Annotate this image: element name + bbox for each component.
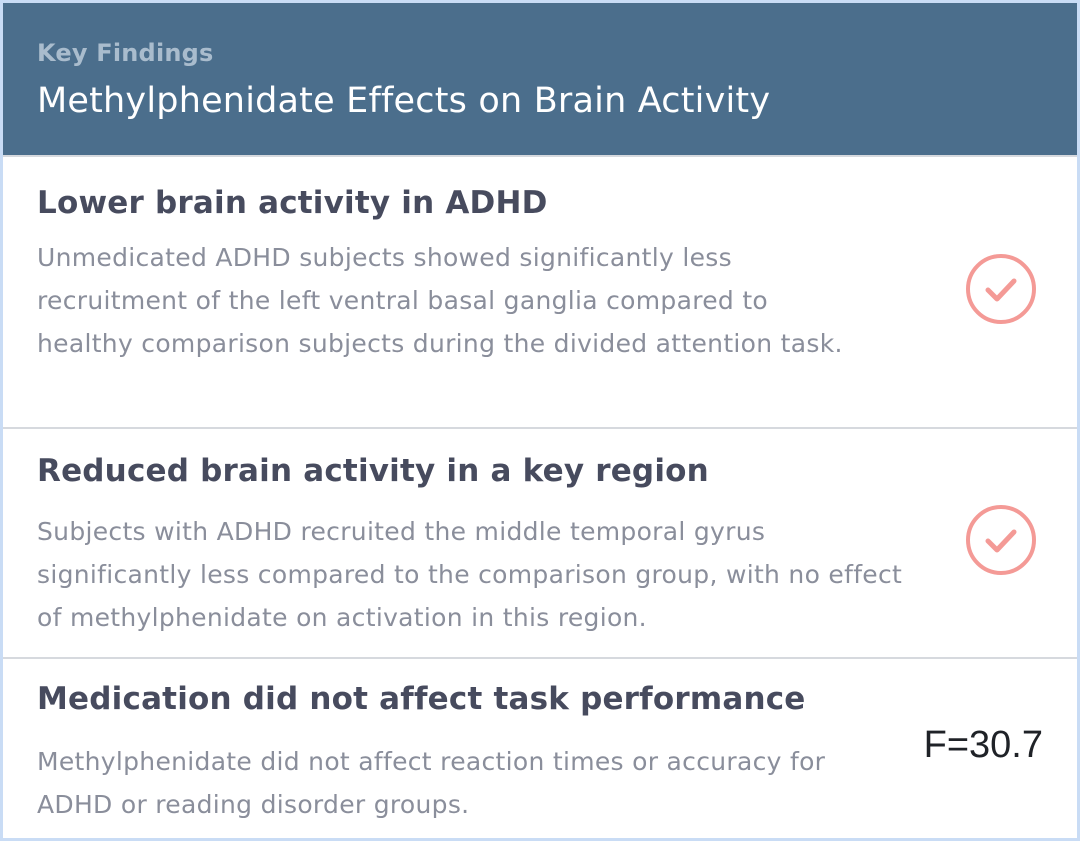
check-circle-icon [965, 253, 1037, 325]
finding-item [3, 657, 1077, 838]
finding-description: Methylphenidate did not affect reaction times or accuracy for ADHD or reading disorder groups. [37, 747, 826, 819]
finding-title: Reduced brain activity in a key region [37, 453, 709, 489]
finding-title: Medication did not affect task performance [37, 681, 806, 717]
card-header [3, 3, 1077, 155]
finding-description: Unmedicated ADHD subjects showed significantly less recruitment of the left ventral basal ganglia compared to healthy comparison subjects during the divided attention task. [37, 243, 843, 358]
finding-description: Subjects with ADHD recruited the middle temporal gyrus significantly less compared to the comparison group, with no effect of methylphenidate on activation in this region. [37, 517, 903, 632]
statistic-value: F=30.7 [923, 724, 1043, 766]
finding-item [3, 427, 1077, 657]
section-eyebrow: Key Findings [37, 39, 214, 67]
finding-item [3, 155, 1077, 427]
card-title: Methylphenidate Effects on Brain Activity [37, 81, 771, 121]
key-findings-card [3, 3, 1077, 838]
check-circle-icon [965, 504, 1037, 576]
finding-title: Lower brain activity in ADHD [37, 185, 548, 221]
